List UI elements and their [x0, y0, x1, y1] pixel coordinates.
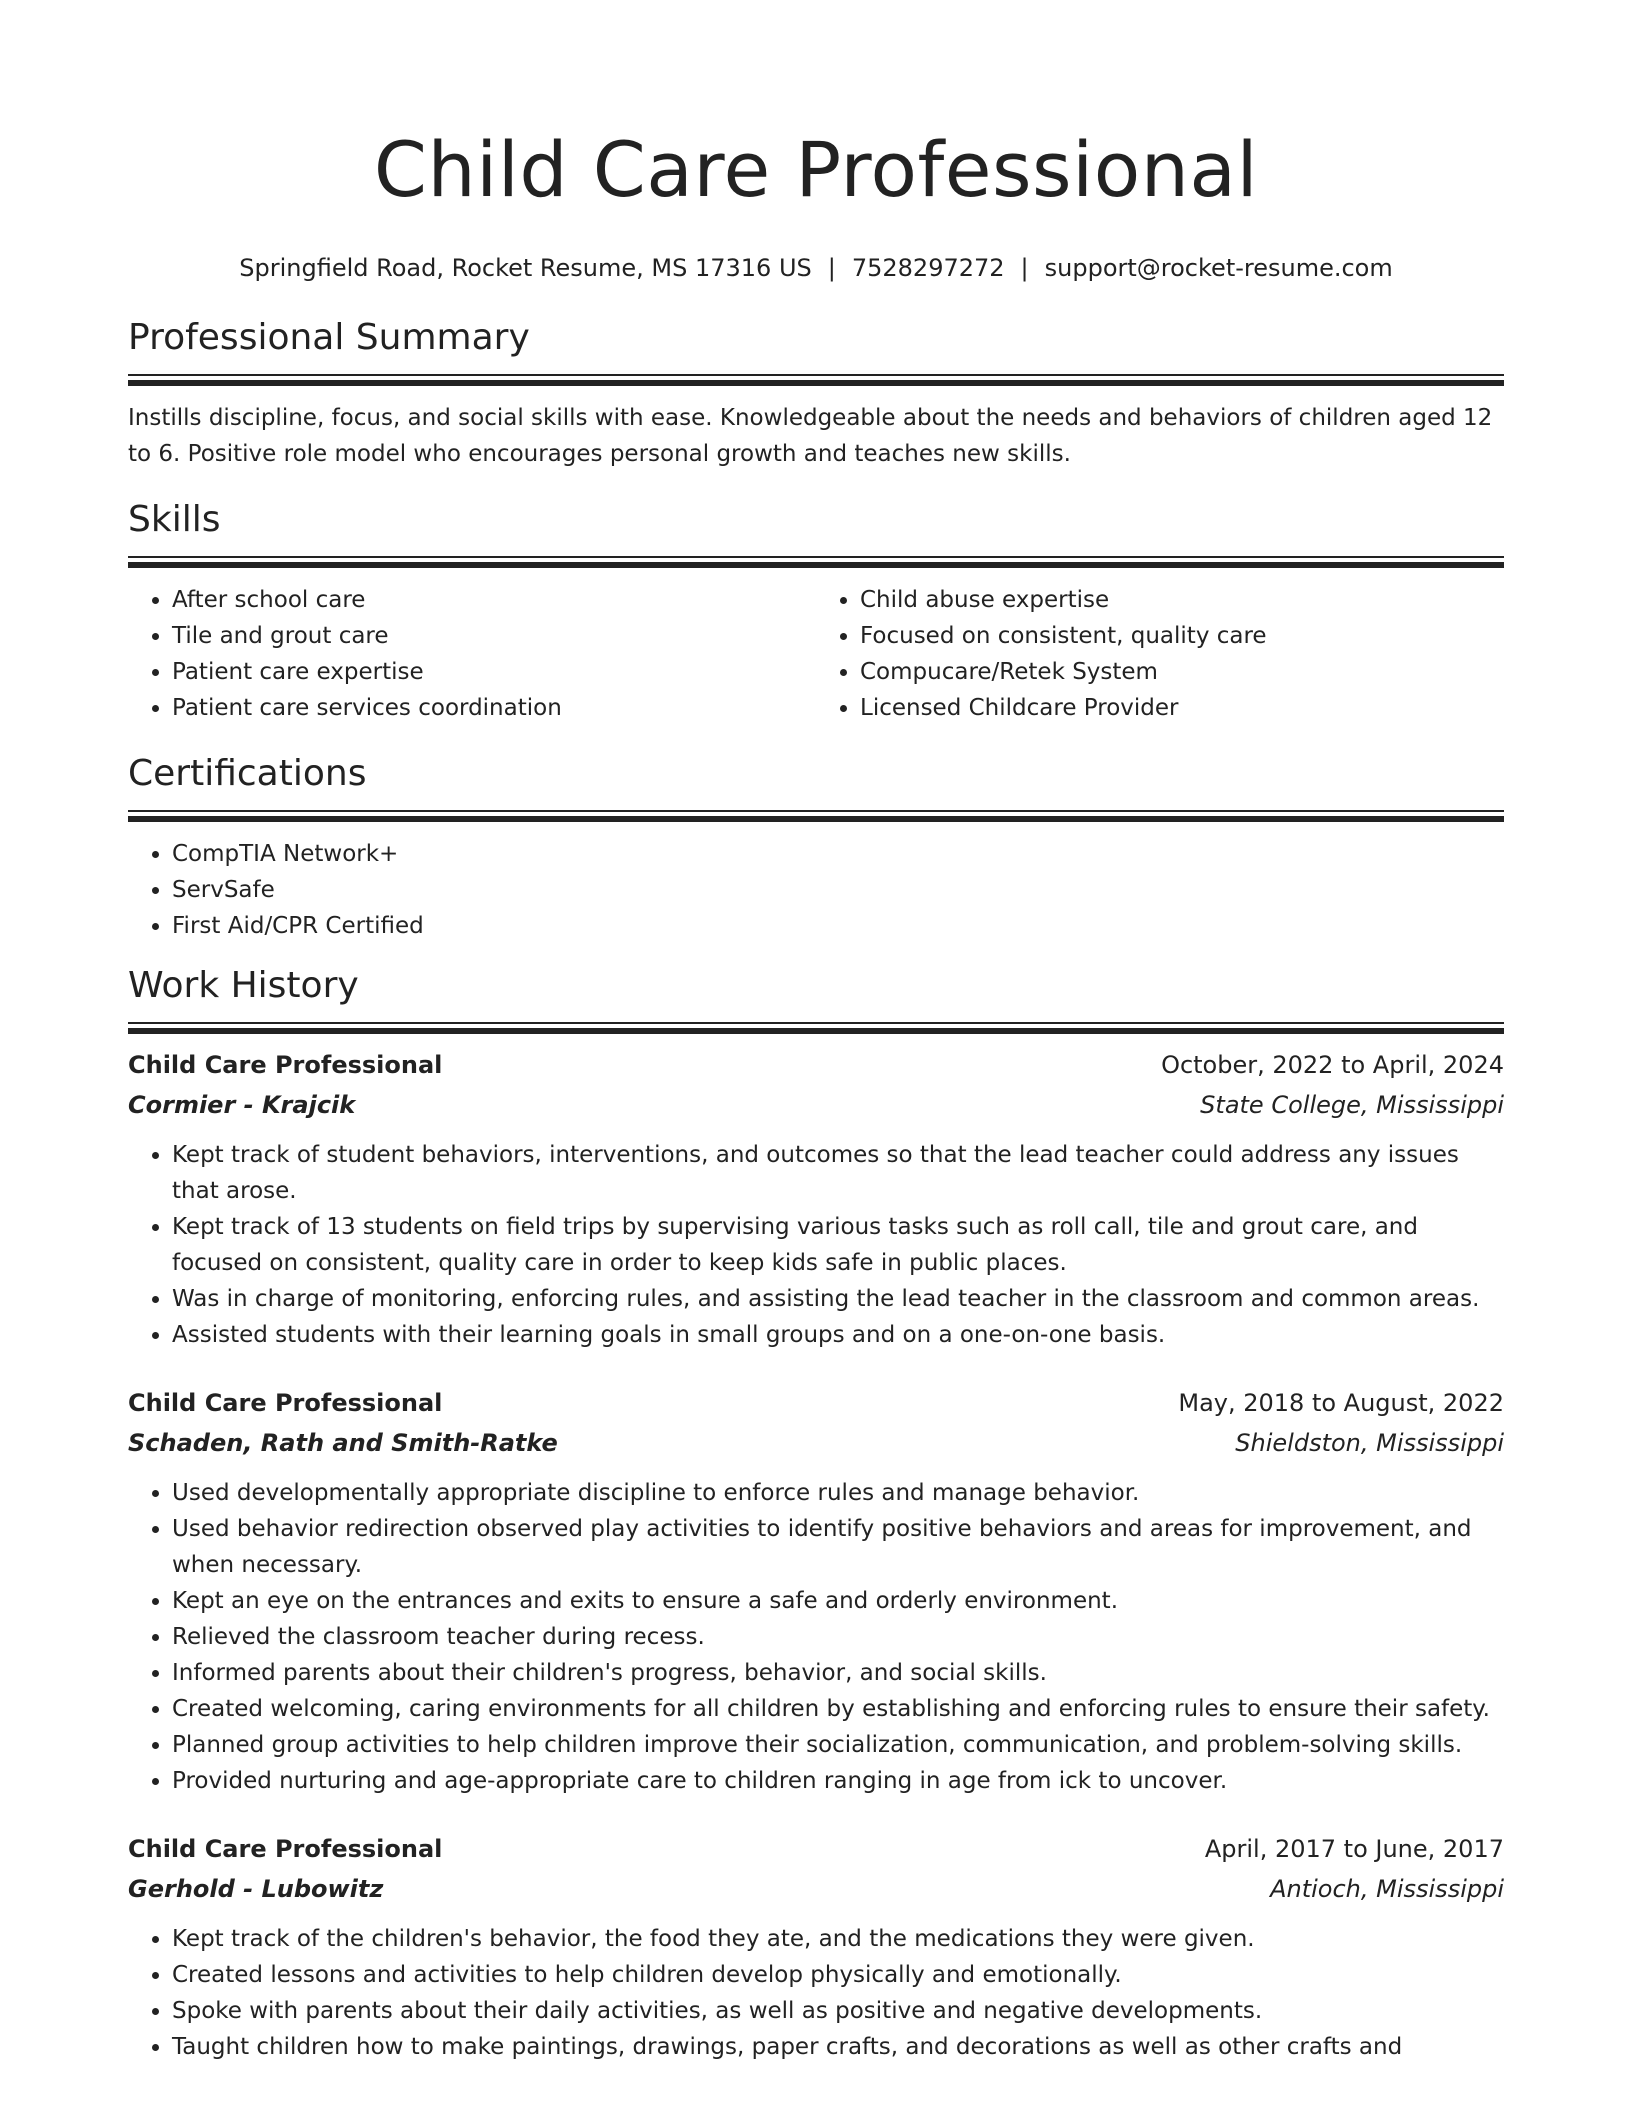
candidate-name: Child Care Professional [373, 125, 1259, 214]
job-bullets [128, 1921, 1504, 2065]
summary-text: Instills discipline, focus, and social skills with ease. Knowledgeable about the needs and behaviors of children aged 12 to 6. Positive role model who encourages personal growth and teaches new skills. [128, 405, 1493, 467]
job-entry [128, 1045, 1504, 1353]
job-entry [128, 1383, 1504, 1799]
list-item: • Taught children how to make paintings, drawings, paper crafts, and decorations as well as other crafts and [172, 2029, 1504, 2065]
list-item: • After school care [172, 582, 816, 618]
skills-list-left [128, 582, 816, 726]
list-item: • Used developmentally appropriate discipline to enforce rules and manage behavior. [172, 1475, 1504, 1511]
list-item: • Provided nurturing and age-appropriate care to children ranging in age from ick to uncover. [172, 1763, 1504, 1799]
job-title: Child Care Professional [128, 1835, 443, 1863]
list-item: • Used behavior redirection observed play activities to identify positive behaviors and areas for improvement, and when necessary. [172, 1511, 1504, 1583]
list-item: • ServSafe [172, 872, 1504, 908]
section-divider [128, 374, 1504, 385]
list-item: • Kept track of 13 students on field trips by supervising various tasks such as roll call, tile and grout care, and focused on consistent, quality care in order to keep kids safe in public places. [172, 1209, 1504, 1281]
company-name: Gerhold - Lubowitz [128, 1875, 384, 1903]
section-title-work: Work History [128, 965, 359, 1006]
certifications-list [128, 836, 1504, 944]
skills-grid [128, 582, 1504, 726]
list-item: • Patient care expertise [172, 654, 816, 690]
section-title-skills: Skills [128, 499, 221, 540]
skills-list-right [816, 582, 1504, 726]
list-item: • Patient care services coordination [172, 690, 816, 726]
work-section [128, 962, 1504, 2065]
job-bullets [128, 1475, 1504, 1799]
list-item: • Assisted students with their learning goals in small groups and on a one-on-one basis. [172, 1317, 1504, 1353]
section-divider [128, 556, 1504, 567]
job-header [128, 1383, 1504, 1423]
job-title: Child Care Professional [128, 1051, 443, 1079]
job-subheader [128, 1869, 1504, 1909]
skills-section [128, 496, 1504, 726]
company-name: Schaden, Rath and Smith-Ratke [128, 1429, 558, 1457]
job-location: State College, Mississippi [1200, 1091, 1504, 1119]
job-entry [128, 1829, 1504, 2065]
list-item: • Was in charge of monitoring, enforcing rules, and assisting the lead teacher in the classroom and common areas. [172, 1281, 1504, 1317]
job-subheader [128, 1423, 1504, 1463]
list-item: • Focused on consistent, quality care [860, 618, 1504, 654]
job-dates: April, 2017 to June, 2017 [1204, 1835, 1504, 1863]
job-location: Shieldston, Mississippi [1235, 1429, 1504, 1457]
list-item: • Licensed Childcare Provider [860, 690, 1504, 726]
list-item: • Kept track of the children's behavior, the food they ate, and the medications they were given. [172, 1921, 1504, 1957]
job-title: Child Care Professional [128, 1389, 443, 1417]
job-header [128, 1045, 1504, 1085]
section-title-summary: Professional Summary [128, 317, 530, 358]
job-header [128, 1829, 1504, 1869]
list-item: • Kept track of student behaviors, interventions, and outcomes so that the lead teacher could address any issues that arose. [172, 1137, 1504, 1209]
list-item: • Spoke with parents about their daily activities, as well as positive and negative developments. [172, 1993, 1504, 2029]
list-item: • First Aid/CPR Certified [172, 908, 1504, 944]
list-item: • Kept an eye on the entrances and exits to ensure a safe and orderly environment. [172, 1583, 1504, 1619]
list-item: • Tile and grout care [172, 618, 816, 654]
certifications-section [128, 750, 1504, 944]
phone: 7528297272 [851, 254, 1005, 282]
job-subheader [128, 1085, 1504, 1125]
section-divider [128, 810, 1504, 821]
job-bullets [128, 1137, 1504, 1353]
summary-section [128, 314, 1504, 472]
contact-separator: | [1020, 254, 1029, 282]
list-item: • Relieved the classroom teacher during recess. [172, 1619, 1504, 1655]
company-name: Cormier - Krajcik [128, 1091, 356, 1119]
address: Springfield Road, Rocket Resume, MS 17316 US [239, 254, 812, 282]
section-divider [128, 1022, 1504, 1033]
list-item: • Informed parents about their children's progress, behavior, and social skills. [172, 1655, 1504, 1691]
list-item: • Child abuse expertise [860, 582, 1504, 618]
section-title-certifications: Certifications [128, 753, 367, 794]
job-dates: October, 2022 to April, 2024 [1161, 1051, 1504, 1079]
list-item: • Created lessons and activities to help children develop physically and emotionally. [172, 1957, 1504, 1993]
list-item: • Created welcoming, caring environments for all children by establishing and enforcing rules to ensure their safety. [172, 1691, 1504, 1727]
contact-separator: | [827, 254, 836, 282]
list-item: • CompTIA Network+ [172, 836, 1504, 872]
list-item: • Compucare/Retek System [860, 654, 1504, 690]
email-link[interactable]: support@rocket-resume.com [1044, 254, 1393, 282]
job-dates: May, 2018 to August, 2022 [1178, 1389, 1504, 1417]
contact-line [128, 252, 1504, 284]
job-location: Antioch, Mississippi [1270, 1875, 1504, 1903]
list-item: • Planned group activities to help children improve their socialization, communication, and problem-solving skills. [172, 1727, 1504, 1763]
